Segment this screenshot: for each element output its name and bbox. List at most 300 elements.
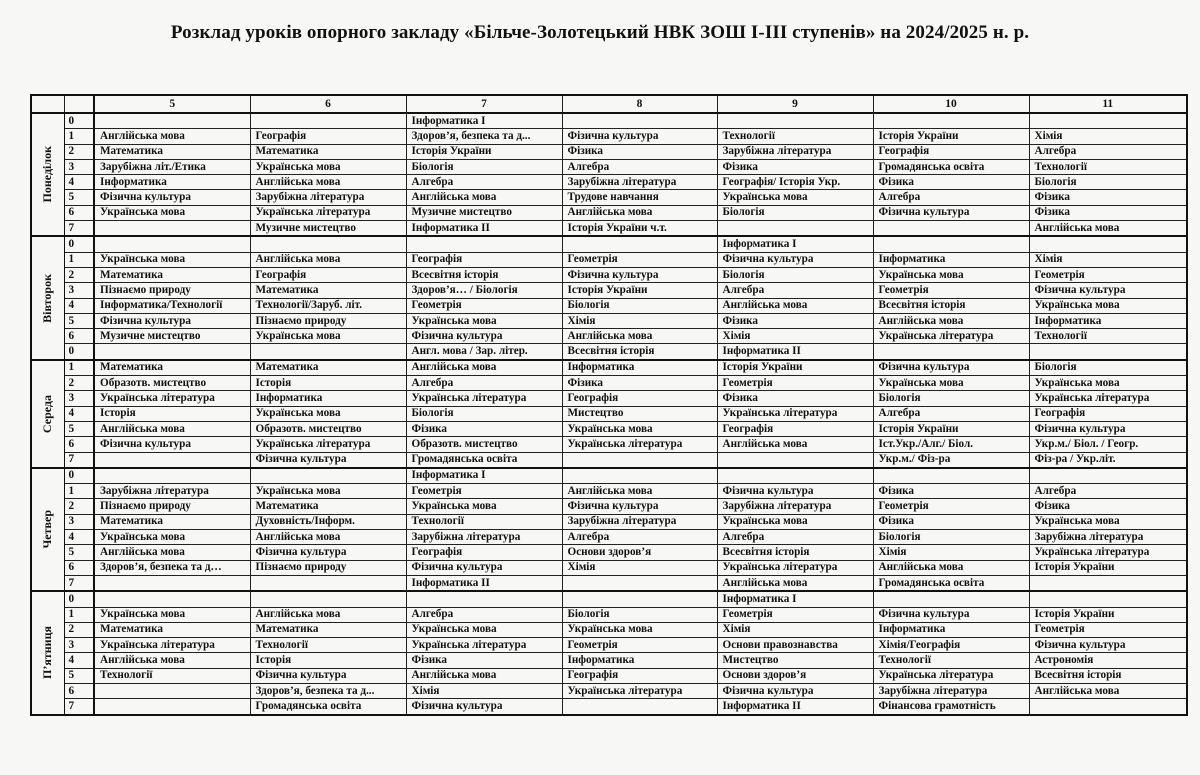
lesson-cell [1029, 113, 1187, 129]
grade-header: 5 [94, 95, 250, 113]
lesson-cell: Фізична культура [406, 329, 562, 344]
lesson-cell: Англійська мова [873, 313, 1029, 328]
lesson-cell: Математика [94, 267, 250, 282]
lesson-cell: Українська мова [873, 376, 1029, 391]
lesson-cell: Фізична культура [250, 545, 406, 560]
lesson-cell: Інформатика [250, 391, 406, 406]
lesson-cell [873, 591, 1029, 607]
lesson-number: 0 [64, 113, 94, 129]
lesson-row [31, 560, 1187, 575]
lesson-cell [250, 344, 406, 360]
lesson-cell: Фізична культура [250, 452, 406, 468]
day-name: П’ятниця [40, 626, 55, 680]
lesson-row [31, 236, 1187, 252]
lesson-cell: Географія [562, 668, 717, 683]
lesson-cell: Всесвітня історія [562, 344, 717, 360]
lesson-cell: Англійська мова [94, 129, 250, 144]
lesson-cell: Математика [94, 360, 250, 376]
grade-header: 8 [562, 95, 717, 113]
day-label-cell [31, 360, 64, 468]
lesson-number: 5 [64, 190, 94, 205]
lesson-cell: Історія [250, 653, 406, 668]
lesson-cell: Зарубіжна література [94, 484, 250, 499]
lesson-row [31, 376, 1187, 391]
lesson-number: 2 [64, 376, 94, 391]
lesson-number: 7 [64, 699, 94, 715]
lesson-number: 0 [64, 236, 94, 252]
lesson-cell: Історія України ч.т. [562, 221, 717, 237]
lesson-cell: Зарубіжна література [717, 144, 873, 159]
lesson-cell: Українська література [717, 560, 873, 575]
lesson-cell: Історія України [873, 421, 1029, 436]
lesson-cell: Українська мова [94, 252, 250, 267]
lesson-cell: Математика [250, 499, 406, 514]
lesson-cell: Географія [250, 129, 406, 144]
lesson-cell: Астрономія [1029, 653, 1187, 668]
lesson-number: 1 [64, 484, 94, 499]
lesson-cell: Географія [562, 391, 717, 406]
lesson-cell: Фізика [717, 391, 873, 406]
lesson-cell: Історія [94, 406, 250, 421]
lesson-cell: Англійська мова [94, 545, 250, 560]
lesson-cell: Українська література [1029, 391, 1187, 406]
day-name: Вівторок [40, 273, 55, 323]
grade-header: 9 [717, 95, 873, 113]
lesson-cell: Українська мова [94, 607, 250, 622]
lesson-cell [250, 575, 406, 591]
lesson-number: 7 [64, 221, 94, 237]
lesson-cell [562, 452, 717, 468]
lesson-row [31, 298, 1187, 313]
lesson-cell: Українська мова [1029, 298, 1187, 313]
lesson-cell: Хімія/Географія [873, 638, 1029, 653]
lesson-cell: Українська література [94, 391, 250, 406]
lesson-cell [873, 468, 1029, 484]
lesson-cell: Історія [250, 376, 406, 391]
lesson-cell: Англійська мова [562, 484, 717, 499]
lesson-cell: Інформатика І [717, 236, 873, 252]
lesson-number: 3 [64, 159, 94, 174]
lesson-cell: Англійська мова [562, 205, 717, 220]
lesson-cell: Українська мова [717, 190, 873, 205]
lesson-cell: Інформатика ІІ [406, 221, 562, 237]
lesson-cell: Зарубіжна література [562, 175, 717, 190]
lesson-cell [1029, 468, 1187, 484]
lesson-number: 3 [64, 514, 94, 529]
lesson-cell: Геометрія [562, 638, 717, 653]
page-title: Розклад уроків опорного закладу «Більче-Золотецький НВК ЗОШ І-ІІІ ступенів» на 2024/2025 н. р. [170, 22, 1030, 43]
lesson-cell: Геометрія [717, 607, 873, 622]
lesson-cell: Математика [250, 144, 406, 159]
lesson-cell: Географія [250, 267, 406, 282]
lesson-cell: Фізична культура [717, 252, 873, 267]
lesson-cell: Географія/ Історія Укр. [717, 175, 873, 190]
lesson-cell: Всесвітня історія [873, 298, 1029, 313]
lesson-row [31, 406, 1187, 421]
lesson-cell: Геометрія [873, 499, 1029, 514]
lesson-number: 2 [64, 622, 94, 637]
grade-header: 6 [250, 95, 406, 113]
lesson-cell [94, 236, 250, 252]
lesson-cell: Фізика [1029, 499, 1187, 514]
lesson-cell [562, 591, 717, 607]
lesson-cell [717, 221, 873, 237]
lesson-number: 5 [64, 313, 94, 328]
lesson-cell [250, 468, 406, 484]
schedule-table [30, 94, 1188, 716]
lesson-row [31, 313, 1187, 328]
lesson-row [31, 484, 1187, 499]
lesson-cell [1029, 575, 1187, 591]
grade-header: 7 [406, 95, 562, 113]
lesson-cell: Біологія [562, 298, 717, 313]
lesson-cell: Хімія [717, 622, 873, 637]
lesson-cell [562, 468, 717, 484]
lesson-cell: Інформатика ІІ [406, 575, 562, 591]
lesson-number: 1 [64, 129, 94, 144]
lesson-cell: Інформатика ІІ [717, 699, 873, 715]
lesson-cell: Громадянська освіта [873, 575, 1029, 591]
lesson-row [31, 699, 1187, 715]
lesson-cell: Інформатика [562, 653, 717, 668]
lesson-number: 7 [64, 452, 94, 468]
lesson-cell: Образотв. мистецтво [406, 437, 562, 452]
lesson-number: 0 [64, 344, 94, 360]
grade-header: 10 [873, 95, 1029, 113]
lesson-cell: Біологія [406, 406, 562, 421]
lesson-cell [406, 236, 562, 252]
lesson-row [31, 344, 1187, 360]
lesson-number: 1 [64, 252, 94, 267]
lesson-cell: Англійська мова [873, 560, 1029, 575]
lesson-cell [717, 113, 873, 129]
lesson-number: 1 [64, 360, 94, 376]
lesson-cell: Фізична культура [250, 668, 406, 683]
lesson-row [31, 499, 1187, 514]
lesson-number: 2 [64, 267, 94, 282]
lesson-cell: Іст.Укр./Алг./ Біол. [873, 437, 1029, 452]
lesson-cell: Українська мова [94, 205, 250, 220]
lesson-cell: Фізична культура [562, 499, 717, 514]
lesson-cell: Хімія [1029, 252, 1187, 267]
lesson-cell: Біологія [1029, 360, 1187, 376]
lesson-cell: Хімія [717, 329, 873, 344]
lesson-cell: Духовність/Інформ. [250, 514, 406, 529]
lesson-cell: Фізична культура [717, 683, 873, 698]
lesson-cell: Фізика [1029, 190, 1187, 205]
lesson-cell: Геометрія [873, 283, 1029, 298]
lesson-cell: Хімія [406, 683, 562, 698]
lesson-cell: Зарубіжна література [250, 190, 406, 205]
lesson-cell: Геометрія [406, 298, 562, 313]
lesson-cell: Трудове навчання [562, 190, 717, 205]
lesson-cell [94, 344, 250, 360]
lesson-cell: Англійська мова [94, 421, 250, 436]
lesson-number: 6 [64, 437, 94, 452]
lesson-cell: Алгебра [562, 530, 717, 545]
lesson-number: 6 [64, 205, 94, 220]
lesson-cell: Українська мова [406, 499, 562, 514]
lesson-row [31, 267, 1187, 282]
lesson-cell: Українська література [873, 668, 1029, 683]
lesson-number: 2 [64, 144, 94, 159]
lesson-cell [717, 468, 873, 484]
lesson-cell: Фізика [873, 175, 1029, 190]
lesson-cell: Історія України [406, 144, 562, 159]
header-corner-num [64, 95, 94, 113]
lesson-cell: Фізична культура [94, 437, 250, 452]
lesson-cell: Основи правознавства [717, 638, 873, 653]
lesson-cell: Технології [873, 653, 1029, 668]
lesson-cell: Українська мова [94, 530, 250, 545]
lesson-row [31, 452, 1187, 468]
lesson-cell [562, 236, 717, 252]
lesson-cell [94, 452, 250, 468]
lesson-cell: Фіз-ра / Укр.літ. [1029, 452, 1187, 468]
lesson-cell: Географія [406, 545, 562, 560]
lesson-cell [1029, 236, 1187, 252]
lesson-row [31, 205, 1187, 220]
lesson-cell: Англійська мова [406, 360, 562, 376]
lesson-cell: Геометрія [717, 376, 873, 391]
lesson-row [31, 575, 1187, 591]
lesson-cell: Українська література [94, 638, 250, 653]
lesson-cell: Фізика [873, 514, 1029, 529]
lesson-cell [250, 236, 406, 252]
lesson-cell [94, 468, 250, 484]
lesson-cell: Українська мова [562, 421, 717, 436]
lesson-cell: Англійська мова [250, 530, 406, 545]
lesson-cell: Алгебра [1029, 484, 1187, 499]
lesson-row [31, 545, 1187, 560]
schedule-body [31, 113, 1187, 715]
lesson-cell: Пізнаємо природу [94, 283, 250, 298]
lesson-cell: Громадянська освіта [406, 452, 562, 468]
lesson-cell: Хімія [873, 545, 1029, 560]
lesson-cell: Зарубіжна літ./Етика [94, 159, 250, 174]
lesson-cell: Зарубіжна література [406, 530, 562, 545]
lesson-row [31, 421, 1187, 436]
lesson-cell: Пізнаємо природу [250, 560, 406, 575]
lesson-cell: Біологія [873, 391, 1029, 406]
lesson-row [31, 391, 1187, 406]
day-label-cell [31, 236, 64, 359]
lesson-cell: Здоров’я… / Біологія [406, 283, 562, 298]
lesson-cell: Хімія [562, 560, 717, 575]
lesson-cell: Геометрія [406, 484, 562, 499]
lesson-cell: Математика [250, 622, 406, 637]
lesson-cell [250, 591, 406, 607]
lesson-cell: Алгебра [717, 283, 873, 298]
lesson-cell: Здоров’я, безпека та д... [406, 129, 562, 144]
lesson-cell [94, 591, 250, 607]
lesson-cell: Образотв. мистецтво [250, 421, 406, 436]
lesson-cell: Фізична культура [94, 313, 250, 328]
lesson-cell: Українська література [250, 437, 406, 452]
lesson-cell: Геометрія [562, 252, 717, 267]
lesson-cell: Математика [94, 144, 250, 159]
lesson-cell: Пізнаємо природу [250, 313, 406, 328]
lesson-cell: Математика [94, 514, 250, 529]
lesson-cell: Інформатика [94, 175, 250, 190]
lesson-cell [406, 591, 562, 607]
grade-header: 11 [1029, 95, 1187, 113]
lesson-cell: Зарубіжна література [1029, 530, 1187, 545]
lesson-cell: Пізнаємо природу [94, 499, 250, 514]
lesson-cell: Фізична культура [562, 267, 717, 282]
lesson-number: 6 [64, 329, 94, 344]
lesson-row [31, 175, 1187, 190]
lesson-number: 3 [64, 391, 94, 406]
lesson-cell: Англійська мова [717, 298, 873, 313]
lesson-cell: Технології [94, 668, 250, 683]
lesson-cell: Біологія [873, 530, 1029, 545]
lesson-cell: Всесвітня історія [406, 267, 562, 282]
lesson-cell: Технології [717, 129, 873, 144]
lesson-cell: Інформатика ІІ [717, 344, 873, 360]
lesson-cell: Всесвітня історія [717, 545, 873, 560]
lesson-cell: Українська література [562, 437, 717, 452]
lesson-number: 5 [64, 545, 94, 560]
lesson-number: 5 [64, 421, 94, 436]
lesson-cell [94, 113, 250, 129]
lesson-cell: Англійська мова [717, 575, 873, 591]
lesson-row [31, 190, 1187, 205]
lesson-row [31, 514, 1187, 529]
lesson-cell: Геометрія [1029, 622, 1187, 637]
lesson-row [31, 437, 1187, 452]
lesson-cell: Фізика [406, 653, 562, 668]
lesson-cell: Українська література [717, 406, 873, 421]
lesson-cell [873, 344, 1029, 360]
lesson-cell: Англійська мова [250, 252, 406, 267]
lesson-cell: Інформатика [562, 360, 717, 376]
lesson-cell: Англійська мова [717, 437, 873, 452]
lesson-cell: Здоров’я, безпека та д... [250, 683, 406, 698]
lesson-cell: Алгебра [873, 406, 1029, 421]
lesson-cell: Історія України [1029, 607, 1187, 622]
lesson-row [31, 468, 1187, 484]
lesson-cell: Геометрія [1029, 267, 1187, 282]
day-label-cell [31, 113, 64, 236]
lesson-cell: Укр.м./ Фіз-ра [873, 452, 1029, 468]
lesson-cell [562, 575, 717, 591]
lesson-number: 7 [64, 575, 94, 591]
lesson-cell: Українська мова [1029, 376, 1187, 391]
lesson-cell: Біологія [1029, 175, 1187, 190]
lesson-cell: Українська література [406, 638, 562, 653]
lesson-cell [94, 221, 250, 237]
lesson-number: 2 [64, 499, 94, 514]
lesson-row [31, 221, 1187, 237]
lesson-cell: Музичне мистецтво [406, 205, 562, 220]
lesson-cell: Фізика [717, 313, 873, 328]
lesson-cell: Англ. мова / Зар. літер. [406, 344, 562, 360]
lesson-cell: Технології/Заруб. літ. [250, 298, 406, 313]
lesson-cell: Здоров’я, безпека та д… [94, 560, 250, 575]
lesson-cell: Українська мова [406, 313, 562, 328]
lesson-cell: Алгебра [1029, 144, 1187, 159]
lesson-cell: Українська література [406, 391, 562, 406]
lesson-cell: Історія України [1029, 560, 1187, 575]
lesson-cell: Географія [1029, 406, 1187, 421]
lesson-cell [1029, 344, 1187, 360]
lesson-number: 3 [64, 283, 94, 298]
lesson-cell: Укр.м./ Біол. / Геогр. [1029, 437, 1187, 452]
lesson-row [31, 252, 1187, 267]
lesson-row [31, 144, 1187, 159]
lesson-cell: Фізика [717, 159, 873, 174]
lesson-cell: Фізика [406, 421, 562, 436]
lesson-cell: Історія України [873, 129, 1029, 144]
lesson-cell: Фізика [873, 484, 1029, 499]
lesson-cell: Інформатика І [406, 113, 562, 129]
lesson-cell: Фізична культура [717, 484, 873, 499]
lesson-cell: Українська література [873, 329, 1029, 344]
lesson-cell: Музичне мистецтво [94, 329, 250, 344]
lesson-row [31, 360, 1187, 376]
lesson-cell: Фізика [562, 376, 717, 391]
lesson-cell: Фізична культура [562, 129, 717, 144]
lesson-cell: Фізична культура [1029, 421, 1187, 436]
lesson-cell: Біологія [406, 159, 562, 174]
lesson-cell: Фізична культура [873, 360, 1029, 376]
lesson-number: 6 [64, 683, 94, 698]
lesson-cell: Образотв. мистецтво [94, 376, 250, 391]
lesson-cell: Англійська мова [1029, 683, 1187, 698]
lesson-cell: Інформатика/Технології [94, 298, 250, 313]
lesson-row [31, 683, 1187, 698]
lesson-cell: Фізична культура [1029, 283, 1187, 298]
lesson-cell: Зарубіжна література [562, 514, 717, 529]
lesson-row [31, 591, 1187, 607]
lesson-cell: Алгебра [873, 190, 1029, 205]
lesson-number: 4 [64, 530, 94, 545]
lesson-cell [873, 236, 1029, 252]
lesson-cell: Українська мова [250, 484, 406, 499]
lesson-cell: Алгебра [562, 159, 717, 174]
lesson-cell: Англійська мова [406, 190, 562, 205]
lesson-cell [94, 575, 250, 591]
lesson-row [31, 113, 1187, 129]
lesson-cell: Українська література [250, 205, 406, 220]
lesson-cell: Алгебра [406, 376, 562, 391]
lesson-cell: Українська мова [873, 267, 1029, 282]
lesson-row [31, 159, 1187, 174]
lesson-cell: Алгебра [406, 607, 562, 622]
lesson-cell: Інформатика І [406, 468, 562, 484]
lesson-number: 4 [64, 406, 94, 421]
lesson-cell: Географія [406, 252, 562, 267]
lesson-cell: Музичне мистецтво [250, 221, 406, 237]
lesson-cell: Англійська мова [562, 329, 717, 344]
lesson-number: 5 [64, 668, 94, 683]
lesson-cell [873, 113, 1029, 129]
lesson-cell: Українська література [1029, 545, 1187, 560]
grade-header-row [31, 95, 1187, 113]
lesson-cell: Англійська мова [250, 607, 406, 622]
lesson-cell [1029, 591, 1187, 607]
lesson-cell: Зарубіжна література [873, 683, 1029, 698]
lesson-cell: Інформатика [873, 622, 1029, 637]
lesson-cell: Фізична культура [873, 607, 1029, 622]
lesson-number: 0 [64, 468, 94, 484]
day-label-cell [31, 468, 64, 591]
lesson-cell: Фізика [562, 144, 717, 159]
lesson-cell: Англійська мова [94, 653, 250, 668]
lesson-cell [717, 452, 873, 468]
lesson-cell [562, 113, 717, 129]
